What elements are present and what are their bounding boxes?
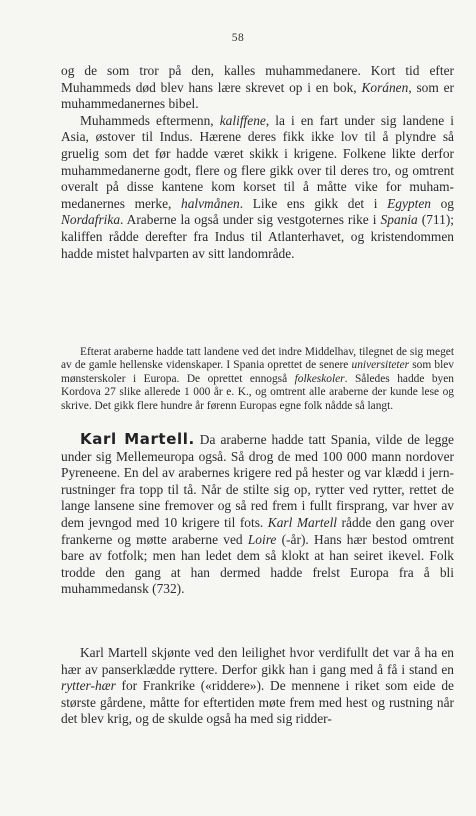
term-halvmanen: halvmånen [181, 195, 240, 211]
term-kaliffene: kaliffene [219, 112, 266, 128]
place-egypten: Egypten [387, 195, 431, 211]
place-loire: Loire [247, 531, 277, 547]
term-folkeskoler: folkeskoler [294, 372, 345, 385]
paragraph-rytter-haer: Karl Martell skjønte ved den leilighet hvor verdifullt det var å ha en hær av panserklædde ryttere. Derfor gikk han i gang med å få i stand en rytter-hær for Frankrike («riddere»). De mennene i riket som eide de største gårdene, måtte for eftertiden møte frem med hest og rustning når det blev krig, og de skulde også ha med sig ridder- [61, 645, 454, 727]
term-universiteter: universiteter [351, 359, 410, 372]
name-karl-martell: Karl Martell [267, 514, 338, 530]
main-text-bottom [61, 645, 454, 728]
paragraph-koranen: og de som tror på den, kalles muhammedanere. Kort tid efter Muhammeds død blev hans lære skrevet op i en bok, Koránen, som er muhammedanernes bibel. [61, 63, 454, 112]
page-number: 58 [231, 32, 245, 44]
place-spania: Spania [380, 212, 418, 228]
karl-martell-section [61, 431, 454, 598]
paragraph-karl-martell: Karl Martell. Da araberne hadde tatt Spania, vilde de legge under sig Mellemeuropa også. Så drog de med 100 000 mann nordover Pyreneene. En del av arabernes krigere red på hester og var klædd i jernrustninger fra topp til tå. Når de stilte sig op, rytter ved rytter, rettet de lange lansene sine fremover og så red frem i fullt firsprang, var hver av dem jevngod med 10 krigere til fots. Karl Martell rådde den gang over frankerne og møtte araberne ved Loire (-år). Hans hær bestod omtrent bare av fotfolk; men han ledet dem så klokt at han seiret ikevel. Folk trodde den gang at han dermed hadde frelst Europa fra å bli muhammedansk (732). [61, 430, 454, 597]
paragraph-kaliffene: Muhammeds eftermenn, kaliffene, la i en fart under sig landene i Asia, østover til Indus. Hærene deres fikk ikke lov til å plyndre så gruelig som det før hadde været skikk i krigene. Folkene likte derfor muhammedanerne godt, flere og flere gikk over til deres tro, og omtrent overalt på disse kantene kom korset til å måtte vike for muhammedanernes merke, halvmånen. Like ens gikk det i Egypten og Nordafrika. Araberne la også under sig vestgoternes rike i Spania (711); kaliffen rådde derefter fra Indus til Atlanterhavet, og kristendommen hadde mistet halvparten av sitt landområde. [61, 112, 455, 261]
section-heading: Karl Martell. [80, 430, 195, 448]
small-print-section [61, 346, 454, 413]
term-koranen: Koránen [361, 79, 409, 95]
paragraph-universiteter: Efterat araberne hadde tatt landene ved det indre Middelhav, tilegnet de sig meget av de gamle hellenske videnskaper. I Spania oprettet de senere universiteter som blev mønsterskoler i Europa. De oprettet ennogså folkeskoler. Således hadde byen Kordova 27 slike allerede 1 000 år e. K., og omtrent alle araberne der kunde lese og skrive. Det gikk flere hundre år førenn Europas egne folk nådde så langt. [61, 346, 455, 412]
main-text-top [61, 63, 454, 262]
place-nordafrika: Nordafrika [61, 212, 121, 228]
term-rytter-haer: rytter-hær [61, 678, 116, 694]
